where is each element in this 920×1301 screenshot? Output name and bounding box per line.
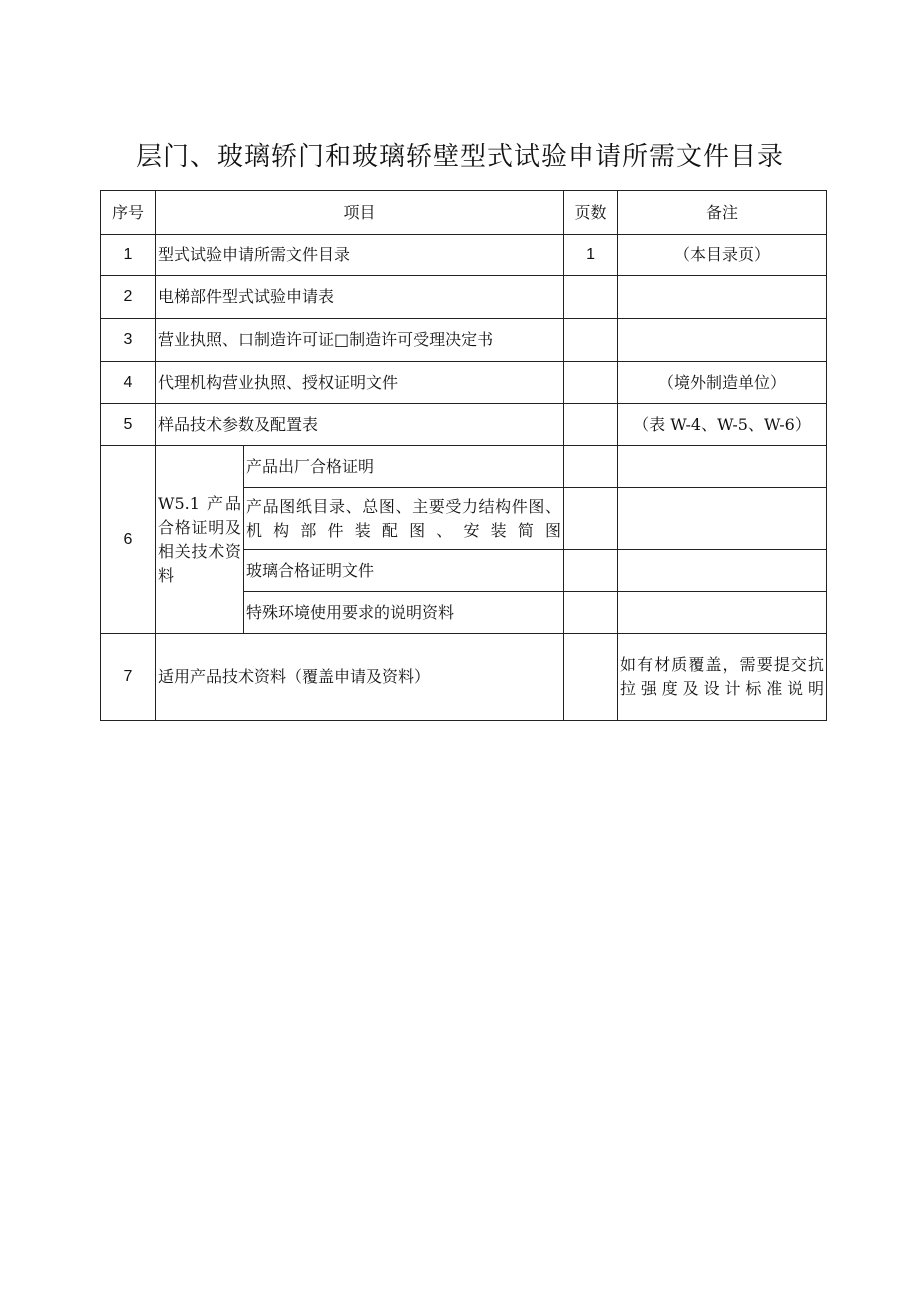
row-seq: 7 (101, 634, 156, 721)
row-item: 代理机构营业执照、授权证明文件 (156, 362, 564, 404)
row-item: 营业执照、口制造许可证□制造许可受理决定书 (156, 319, 564, 362)
row-note (618, 446, 827, 488)
row-note: （表 W-4、W-5、W-6） (618, 404, 827, 446)
row-pages: 1 (564, 235, 618, 276)
header-note: 备注 (618, 191, 827, 235)
row-subitem: 特殊环境使用要求的说明资料 (244, 592, 564, 634)
row-pages (564, 592, 618, 634)
table-header-row (101, 191, 827, 235)
table-row (101, 404, 827, 446)
row-pages (564, 362, 618, 404)
row-pages (564, 446, 618, 488)
row-seq: 3 (101, 319, 156, 362)
row-pages (564, 319, 618, 362)
row-note (618, 319, 827, 362)
header-item: 项目 (156, 191, 564, 235)
row-seq: 1 (101, 235, 156, 276)
document-list-table (100, 190, 827, 721)
row-subitem: 玻璃合格证明文件 (244, 550, 564, 592)
row-group-label: W5.1 产品合格证明及相关技术资料 (156, 446, 244, 634)
table-row (101, 319, 827, 362)
page-title: 层门、玻璃轿门和玻璃轿壁型式试验申请所需文件目录 (135, 142, 784, 172)
row-pages (564, 276, 618, 319)
row-seq: 5 (101, 404, 156, 446)
row-seq: 6 (101, 446, 156, 634)
table-row (101, 235, 827, 276)
row-item: 样品技术参数及配置表 (156, 404, 564, 446)
row-item: 型式试验申请所需文件目录 (156, 235, 564, 276)
row-note (618, 276, 827, 319)
row-pages (564, 550, 618, 592)
table-row (101, 362, 827, 404)
row-pages (564, 404, 618, 446)
row-note: 如有材质覆盖，需要提交抗拉强度及设计标准说明 (618, 634, 827, 721)
row-item: 适用产品技术资料（覆盖申请及资料） (156, 634, 564, 721)
row-seq: 4 (101, 362, 156, 404)
header-seq: 序号 (101, 191, 156, 235)
table-row (101, 276, 827, 319)
row-item: 电梯部件型式试验申请表 (156, 276, 564, 319)
row-subitem: 产品图纸目录、总图、主要受力结构件图、机构部件装配图、安装简图 (244, 488, 564, 550)
row-note: （本目录页） (618, 235, 827, 276)
row-seq: 2 (101, 276, 156, 319)
row-subitem: 产品出厂合格证明 (244, 446, 564, 488)
row-note (618, 488, 827, 550)
header-pages: 页数 (564, 191, 618, 235)
row-pages (564, 488, 618, 550)
row-note (618, 550, 827, 592)
row-pages (564, 634, 618, 721)
row-note (618, 592, 827, 634)
row-note: （境外制造单位） (618, 362, 827, 404)
table-row (101, 634, 827, 721)
table-row (101, 446, 827, 488)
